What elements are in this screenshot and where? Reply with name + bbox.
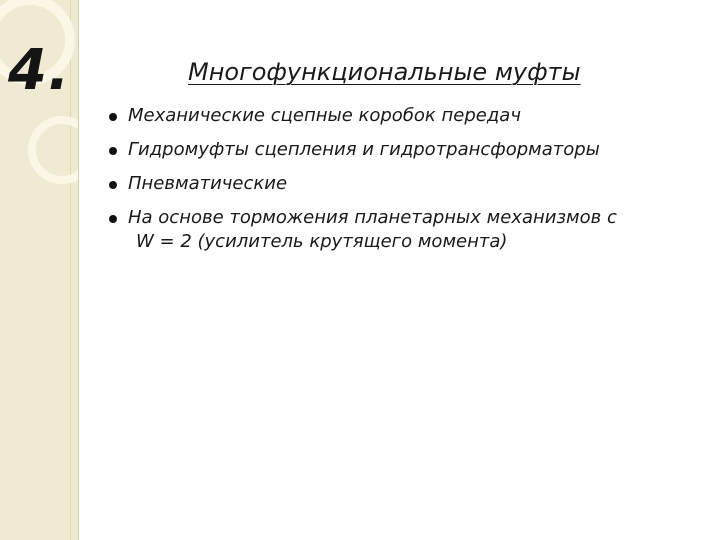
bullet-text: На основе торможения планетарных механизмов с bbox=[128, 207, 617, 228]
bullet-dot-icon bbox=[109, 113, 117, 121]
bullet-continuation: W = 2 (усилитель крутящего момента) bbox=[136, 231, 508, 252]
bullet-item bbox=[106, 138, 706, 162]
slide-number: 4. bbox=[8, 38, 71, 103]
bullet-text: Пневматические bbox=[128, 173, 288, 194]
bullet-item bbox=[106, 104, 706, 128]
bullet-text: Механические сцепные коробок передач bbox=[128, 105, 521, 126]
bullet-text: Гидромуфты сцепления и гидротрансформаторы bbox=[128, 139, 600, 160]
slide-title: Многофункциональные муфты bbox=[188, 58, 581, 86]
bullet-item bbox=[106, 172, 706, 196]
bullet-item bbox=[106, 206, 706, 254]
bullet-list bbox=[106, 104, 706, 264]
bullet-dot-icon bbox=[109, 215, 117, 223]
bullet-dot-icon bbox=[109, 147, 117, 155]
bullet-dot-icon bbox=[109, 181, 117, 189]
